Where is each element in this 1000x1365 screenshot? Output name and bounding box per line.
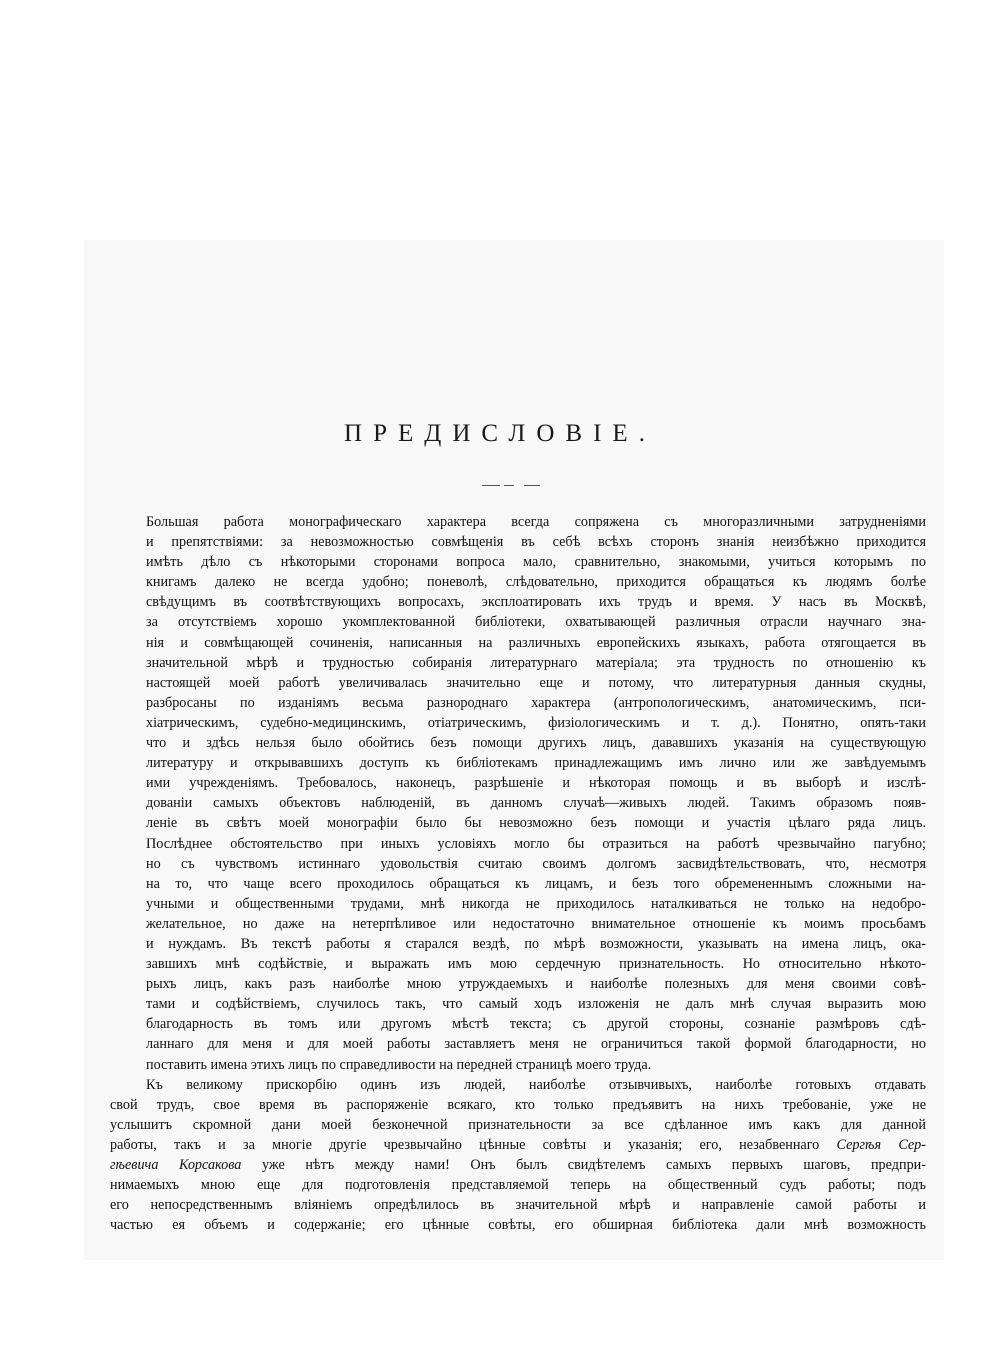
text-line: но съ чувствомъ истиннаго удовольствія считаю своимъ долгомъ засвидѣтельствовать, что, несмотря — [146, 855, 926, 872]
text-line: завшихъ мнѣ содѣйствіе, и выражать имъ мою сердечную признательность. Но относительно нѣкото- — [146, 956, 926, 973]
text-segment: работы, такъ и за многіе другіе чрезвычайно цѣнные совѣты и указанія; его, незабвеннаго — [110, 1136, 820, 1153]
text-line: рыхъ лицъ, какъ разъ наиболѣе мною утруждаемыхъ и наиболѣе полезныхъ для меня своими совѣ- — [146, 976, 926, 993]
text-line: нимаемыхъ мною еще для подготовленія представляемой теперь на общественный судъ работы; подъ — [110, 1177, 926, 1194]
text-line: хіатрическимъ, судебно-медицинскимъ, отіатрическимъ, физіологическимъ и т. д.). Понятно, опять-таки — [146, 714, 926, 731]
text-segment: уже нѣтъ между нами! Онъ былъ свидѣтелемъ самыхъ первыхъ шаговъ, предпри- — [241, 1157, 926, 1173]
italic-name: гѣевича Корсакова — [110, 1157, 242, 1173]
title-divider — [482, 482, 542, 490]
text-line: Послѣднее обстоятельство при иныхъ условіяхъ могло бы отразиться на работѣ чрезвычайно пагубно; — [146, 835, 926, 852]
preface-body — [110, 512, 926, 1235]
text-line: услышитъ скромной дани моей безконечной признательности за все сдѣланное имъ какъ для данной — [110, 1116, 926, 1133]
text-line: литературу и открывавшихъ доступъ къ библіотекамъ принадлежащимъ имъ лично или же завѣдуемымъ — [146, 755, 926, 772]
text-line: за отсутствіемъ хорошо укомплектованной библіотеки, охватывающей различныя отрасли научнаго зна- — [146, 614, 926, 631]
text-line-with-name — [110, 1155, 926, 1175]
text-line: его непосредственнымъ вліяніемъ опредѣлилось въ значительной мѣрѣ и направленіе самой работы и — [110, 1197, 926, 1214]
text-line: значительной мѣрѣ и трудностью собиранія литературнаго матеріала; эта трудность по отношенію къ — [146, 654, 926, 671]
text-line: и препятствіями: за невозможностью совмѣщенія въ себѣ всѣхъ сторонъ знанія неизбѣжно приходится — [146, 534, 926, 551]
text-line: книгамъ далеко не всегда удобно; поневолѣ, слѣдовательно, приходится обращаться къ людямъ болѣе — [146, 574, 926, 591]
text-line: желательное, но даже на нетерпѣливое или недостаточно внимательное отношеніе къ моимъ просьбамъ — [146, 915, 926, 932]
text-line: Большая работа монографическаго характера всегда сопряжена съ многоразличными затрудненіями — [146, 514, 926, 530]
text-line: поставить имена этихъ лицъ по справедливости на передней страницѣ моего труда. — [146, 1056, 652, 1073]
page-title: ПРЕДИСЛОВІЕ. — [344, 420, 656, 447]
text-line: имѣть дѣло съ нѣкоторыми сторонами вопроса мало, сравнительно, знакомыми, учиться которымъ по — [146, 554, 926, 571]
text-line-with-name — [110, 1135, 926, 1155]
text-line: Къ великому прискорбію одинъ изъ людей, наиболѣе отзывчивыхъ, наиболѣе готовыхъ отдавать — [146, 1076, 926, 1093]
paragraph-2 — [110, 1075, 926, 1236]
text-line: учными и общественными трудами, мнѣ никогда не приходилось наталкиваться не только на недобро- — [146, 895, 926, 912]
text-line: на то, что чаще всего проходилось обращаться къ лицамъ, и безъ того обремененнымъ сложными на- — [146, 875, 926, 892]
italic-name: Сергѣя Сер- — [836, 1136, 926, 1153]
text-line: леніе въ свѣтъ моей монографіи было бы невозможно безъ помощи и участія цѣлаго ряда лицъ. — [146, 815, 926, 832]
text-line: разбросаны по изданіямъ весьма разнороднаго характера (антропологическимъ, анатомическимъ, пси- — [146, 694, 926, 711]
text-line: ими учрежденіямъ. Требовалось, наконецъ, разрѣшеніе и нѣкоторая помощь и въ выборѣ и изслѣ- — [146, 775, 926, 792]
text-line: и нуждамъ. Въ текстѣ работы я старался вездѣ, по мѣрѣ возможности, указывать на имена лицъ, ока- — [146, 935, 926, 952]
text-line: свой трудъ, свое время въ распоряженіе всякаго, кто только предъявитъ на нихъ требованіе, уже не — [110, 1096, 926, 1113]
text-line: свѣдущимъ въ соотвѣтствующихъ вопросахъ, эксплоатировать ихъ трудъ и время. У насъ въ Москвѣ, — [146, 594, 926, 611]
text-line: нія и совмѣщающей сочиненія, написанныя на различныхъ европейскихъ языкахъ, работа отягощается въ — [146, 634, 926, 651]
text-line: тами и содѣйствіемъ, случилось такъ, что самый ходъ изложенія не далъ мнѣ случая выразить мою — [146, 996, 926, 1013]
text-line: настоящей моей работѣ увеличивалась значительно еще и потому, что литературныя данныя скудны, — [146, 674, 926, 691]
text-line: частью ея объемъ и содержаніе; его цѣнные совѣты, его обширная библіотека дали мнѣ возможность — [110, 1217, 926, 1234]
text-line: благодарность въ томъ или другомъ мѣстѣ текста; съ другой стороны, сознаніе размѣровъ сдѣ- — [146, 1016, 926, 1033]
text-line: дованіи самыхъ объектовъ наблюденій, въ данномъ случаѣ—живыхъ людей. Такимъ образомъ появ- — [146, 795, 926, 812]
text-line: что и здѣсь нельзя было обойтись безъ помощи другихъ лицъ, дававшихъ указанія на существующую — [146, 735, 926, 752]
paragraph-1 — [110, 512, 926, 1075]
text-line: ланнаго для меня и для моей работы заставляетъ меня не ограничиться такой формой благодарности, но — [146, 1036, 926, 1053]
